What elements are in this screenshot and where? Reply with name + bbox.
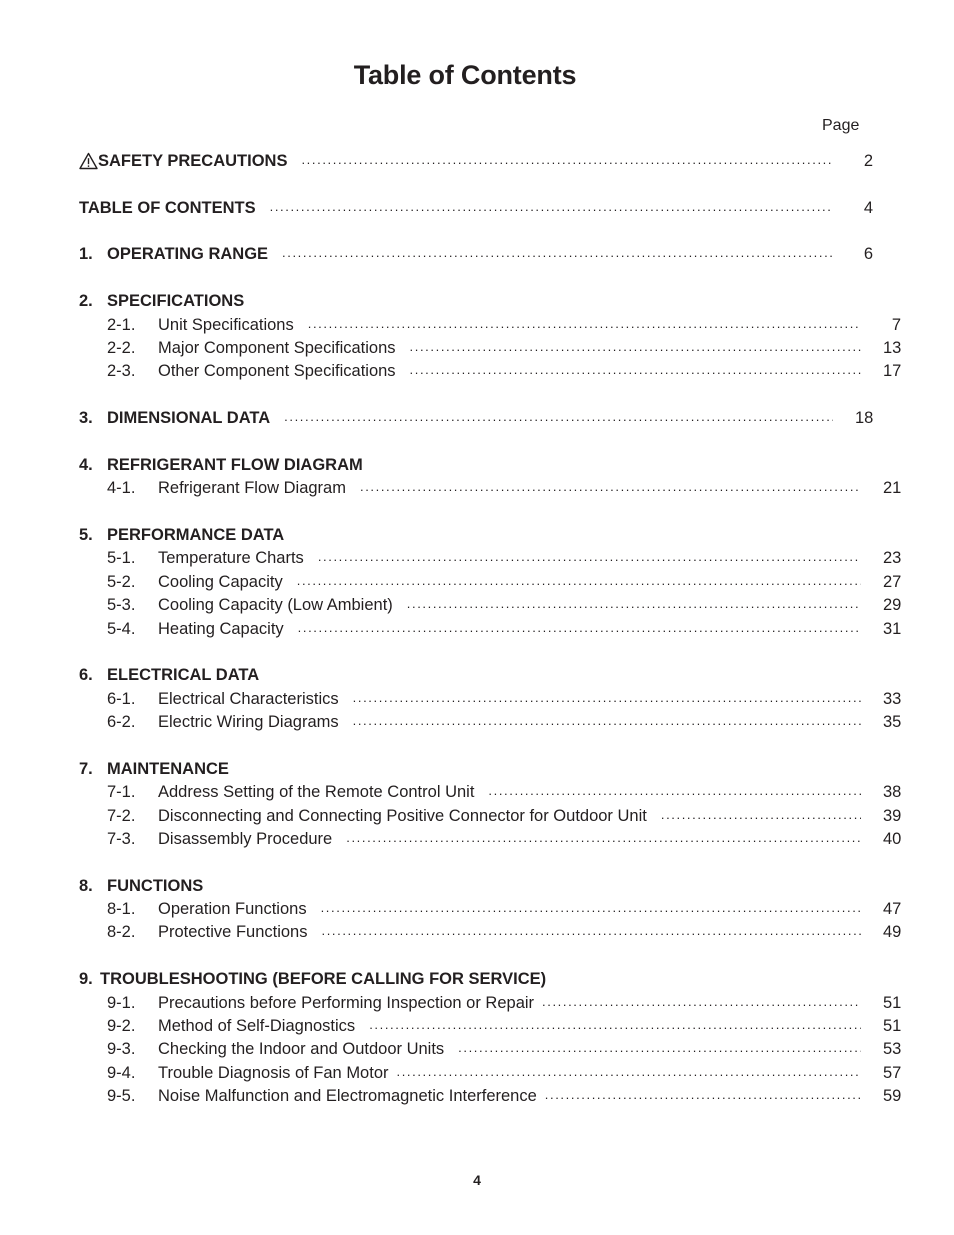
toc-number: 4-1. [107,478,136,497]
toc-number: 9-1. [107,993,136,1012]
leader-dots [397,1065,862,1081]
toc-entry-9-5[interactable] [79,1085,901,1107]
toc-label: Electrical Characteristics [158,689,339,708]
toc-entry-6-2[interactable] [79,711,901,733]
toc-page: 23 [883,548,902,567]
toc-page: 38 [883,782,902,801]
leader-dots [410,363,861,379]
toc-label: Operation Functions [158,899,307,918]
toc-number: 9-4. [107,1063,136,1082]
toc-section-9[interactable] [79,968,873,990]
toc-label: Address Setting of the Remote Control Unit [158,782,475,801]
toc-page: 35 [883,712,902,731]
leader-dots [661,808,861,824]
page-number: 4 [473,1172,481,1188]
leader-dots [282,246,833,262]
page-column-header: Page [822,117,860,134]
leader-dots [308,317,861,333]
toc-label: Major Component Specifications [158,338,396,357]
toc-page: 21 [883,478,902,497]
toc-page: 53 [883,1039,902,1058]
toc-page: 2 [863,151,873,170]
toc-label: Refrigerant Flow Diagram [158,478,346,497]
toc-number: 9-5. [107,1086,136,1105]
toc-number: 2-1. [107,315,136,334]
toc-label: OPERATING RANGE [107,244,269,263]
toc-number: 2-2. [107,338,136,357]
toc-section-1[interactable] [79,243,873,265]
toc-entry-9-2[interactable] [79,1015,901,1037]
leader-dots [369,1018,861,1034]
toc-entry-9-4[interactable] [79,1062,901,1084]
toc-entry-table-of-contents[interactable] [79,197,873,219]
toc-label: Cooling Capacity (Low Ambient) [158,595,393,614]
warning-triangle-icon [79,152,98,170]
toc-entry-5-3[interactable] [79,594,901,616]
toc-entry-5-2[interactable] [79,571,901,593]
leader-dots [360,480,861,496]
toc-entry-4-1[interactable] [79,477,901,499]
toc-number: 5-4. [107,619,136,638]
toc-number: 7. [79,759,93,778]
toc-label: DIMENSIONAL DATA [107,408,271,427]
toc-section-8[interactable] [79,875,873,897]
toc-number: 8. [79,876,93,895]
leader-dots [542,995,861,1011]
toc-label: REFRIGERANT FLOW DIAGRAM [107,455,363,474]
toc-label: Disconnecting and Connecting Positive Connector for Outdoor Unit [158,806,647,825]
toc-number: 6-1. [107,689,136,708]
leader-dots [407,597,861,613]
leader-dots [321,924,861,940]
leader-dots [301,153,833,169]
toc-label: FUNCTIONS [107,876,204,895]
toc-label: Other Component Specifications [158,361,396,380]
leader-dots [321,901,861,917]
toc-label: MAINTENANCE [107,759,229,778]
toc-number: 5-2. [107,572,136,591]
toc-page: 59 [883,1086,902,1105]
toc-label: Noise Malfunction and Electromagnetic Interference [158,1086,537,1105]
toc-page: 4 [863,198,873,217]
toc-section-3[interactable] [79,407,873,429]
leader-dots [410,340,861,356]
toc-label: Precautions before Performing Inspection or Repair [158,993,535,1012]
toc-page: 7 [891,315,901,334]
toc-section-4[interactable] [79,454,873,476]
toc-number: 6. [79,665,93,684]
toc-label: Method of Self-Diagnostics [158,1016,356,1035]
toc-section-5[interactable] [79,524,873,546]
toc-label: Unit Specifications [158,315,294,334]
toc-page: 29 [883,595,902,614]
leader-dots [270,200,833,216]
toc-label: Trouble Diagnosis of Fan Motor [158,1063,389,1082]
toc-label: Checking the Indoor and Outdoor Units [158,1039,445,1058]
toc-label: Temperature Charts [158,548,304,567]
toc-number: 2. [79,291,93,310]
toc-label: Disassembly Procedure [158,829,333,848]
leader-dots [353,714,861,730]
toc-number: 9. [79,969,93,988]
toc-label: Heating Capacity [158,619,284,638]
toc-entry-7-2[interactable] [79,805,901,827]
toc-entry-5-4[interactable] [79,618,901,640]
toc-page: 47 [883,899,902,918]
toc-entry-9-1[interactable] [79,992,901,1014]
toc-number: 5. [79,525,93,544]
leader-dots [545,1088,861,1104]
toc-section-2[interactable] [79,290,873,312]
toc-label: TROUBLESHOOTING (BEFORE CALLING FOR SERVICE) [100,969,547,988]
toc-section-7[interactable] [79,758,873,780]
toc-number: 4. [79,455,93,474]
toc-page: 33 [883,689,902,708]
leader-dots [353,691,861,707]
toc-number: 5-3. [107,595,136,614]
toc-label: Electric Wiring Diagrams [158,712,339,731]
toc-entry-2-1[interactable] [79,314,901,336]
leader-dots [284,410,833,426]
toc-entry-safety[interactable] [79,150,873,172]
toc-number: 3. [79,408,93,427]
toc-label: SAFETY PRECAUTIONS [98,151,288,170]
toc-number: 7-3. [107,829,136,848]
toc-page: 49 [883,922,902,941]
toc-number: 9-2. [107,1016,136,1035]
leader-dots [346,831,861,847]
toc-number: 6-2. [107,712,136,731]
leader-dots [318,550,861,566]
toc-entry-7-3[interactable] [79,828,901,850]
toc-label: Protective Functions [158,922,308,941]
toc-number: 8-2. [107,922,136,941]
toc-number: 2-3. [107,361,136,380]
toc-entry-8-1[interactable] [79,898,901,920]
toc-number: 8-1. [107,899,136,918]
toc-entry-5-1[interactable] [79,547,901,569]
toc-label: Cooling Capacity [158,572,283,591]
toc-page: 18 [855,408,874,427]
toc-entry-8-2[interactable] [79,921,901,943]
toc-number: 7-2. [107,806,136,825]
page-title: Table of Contents [353,60,577,90]
toc-page: 39 [883,806,902,825]
toc-page: 6 [863,244,873,263]
leader-dots [298,621,861,637]
toc-section-6[interactable] [79,664,873,686]
toc-number: 9-3. [107,1039,136,1058]
toc-page: 57 [883,1063,902,1082]
toc-number: 5-1. [107,548,136,567]
toc-page: 40 [883,829,902,848]
toc-page: 17 [883,361,902,380]
toc-entry-2-2[interactable] [79,337,901,359]
toc-entry-2-3[interactable] [79,360,901,382]
toc-label: PERFORMANCE DATA [107,525,285,544]
toc-page: 31 [883,619,902,638]
toc-page: 27 [883,572,902,591]
leader-dots [488,784,861,800]
toc-page: 51 [883,993,902,1012]
toc-number: 1. [79,244,93,263]
leader-dots [458,1041,861,1057]
toc-page: 13 [883,338,902,357]
toc-number: 7-1. [107,782,136,801]
toc-entry-6-1[interactable] [79,688,901,710]
toc-label: TABLE OF CONTENTS [79,198,256,217]
toc-label: SPECIFICATIONS [107,291,245,310]
toc-label: ELECTRICAL DATA [107,665,260,684]
toc-entry-9-3[interactable] [79,1038,901,1060]
toc-entry-7-1[interactable] [79,781,901,803]
toc-page: 51 [883,1016,902,1035]
leader-dots [297,574,861,590]
